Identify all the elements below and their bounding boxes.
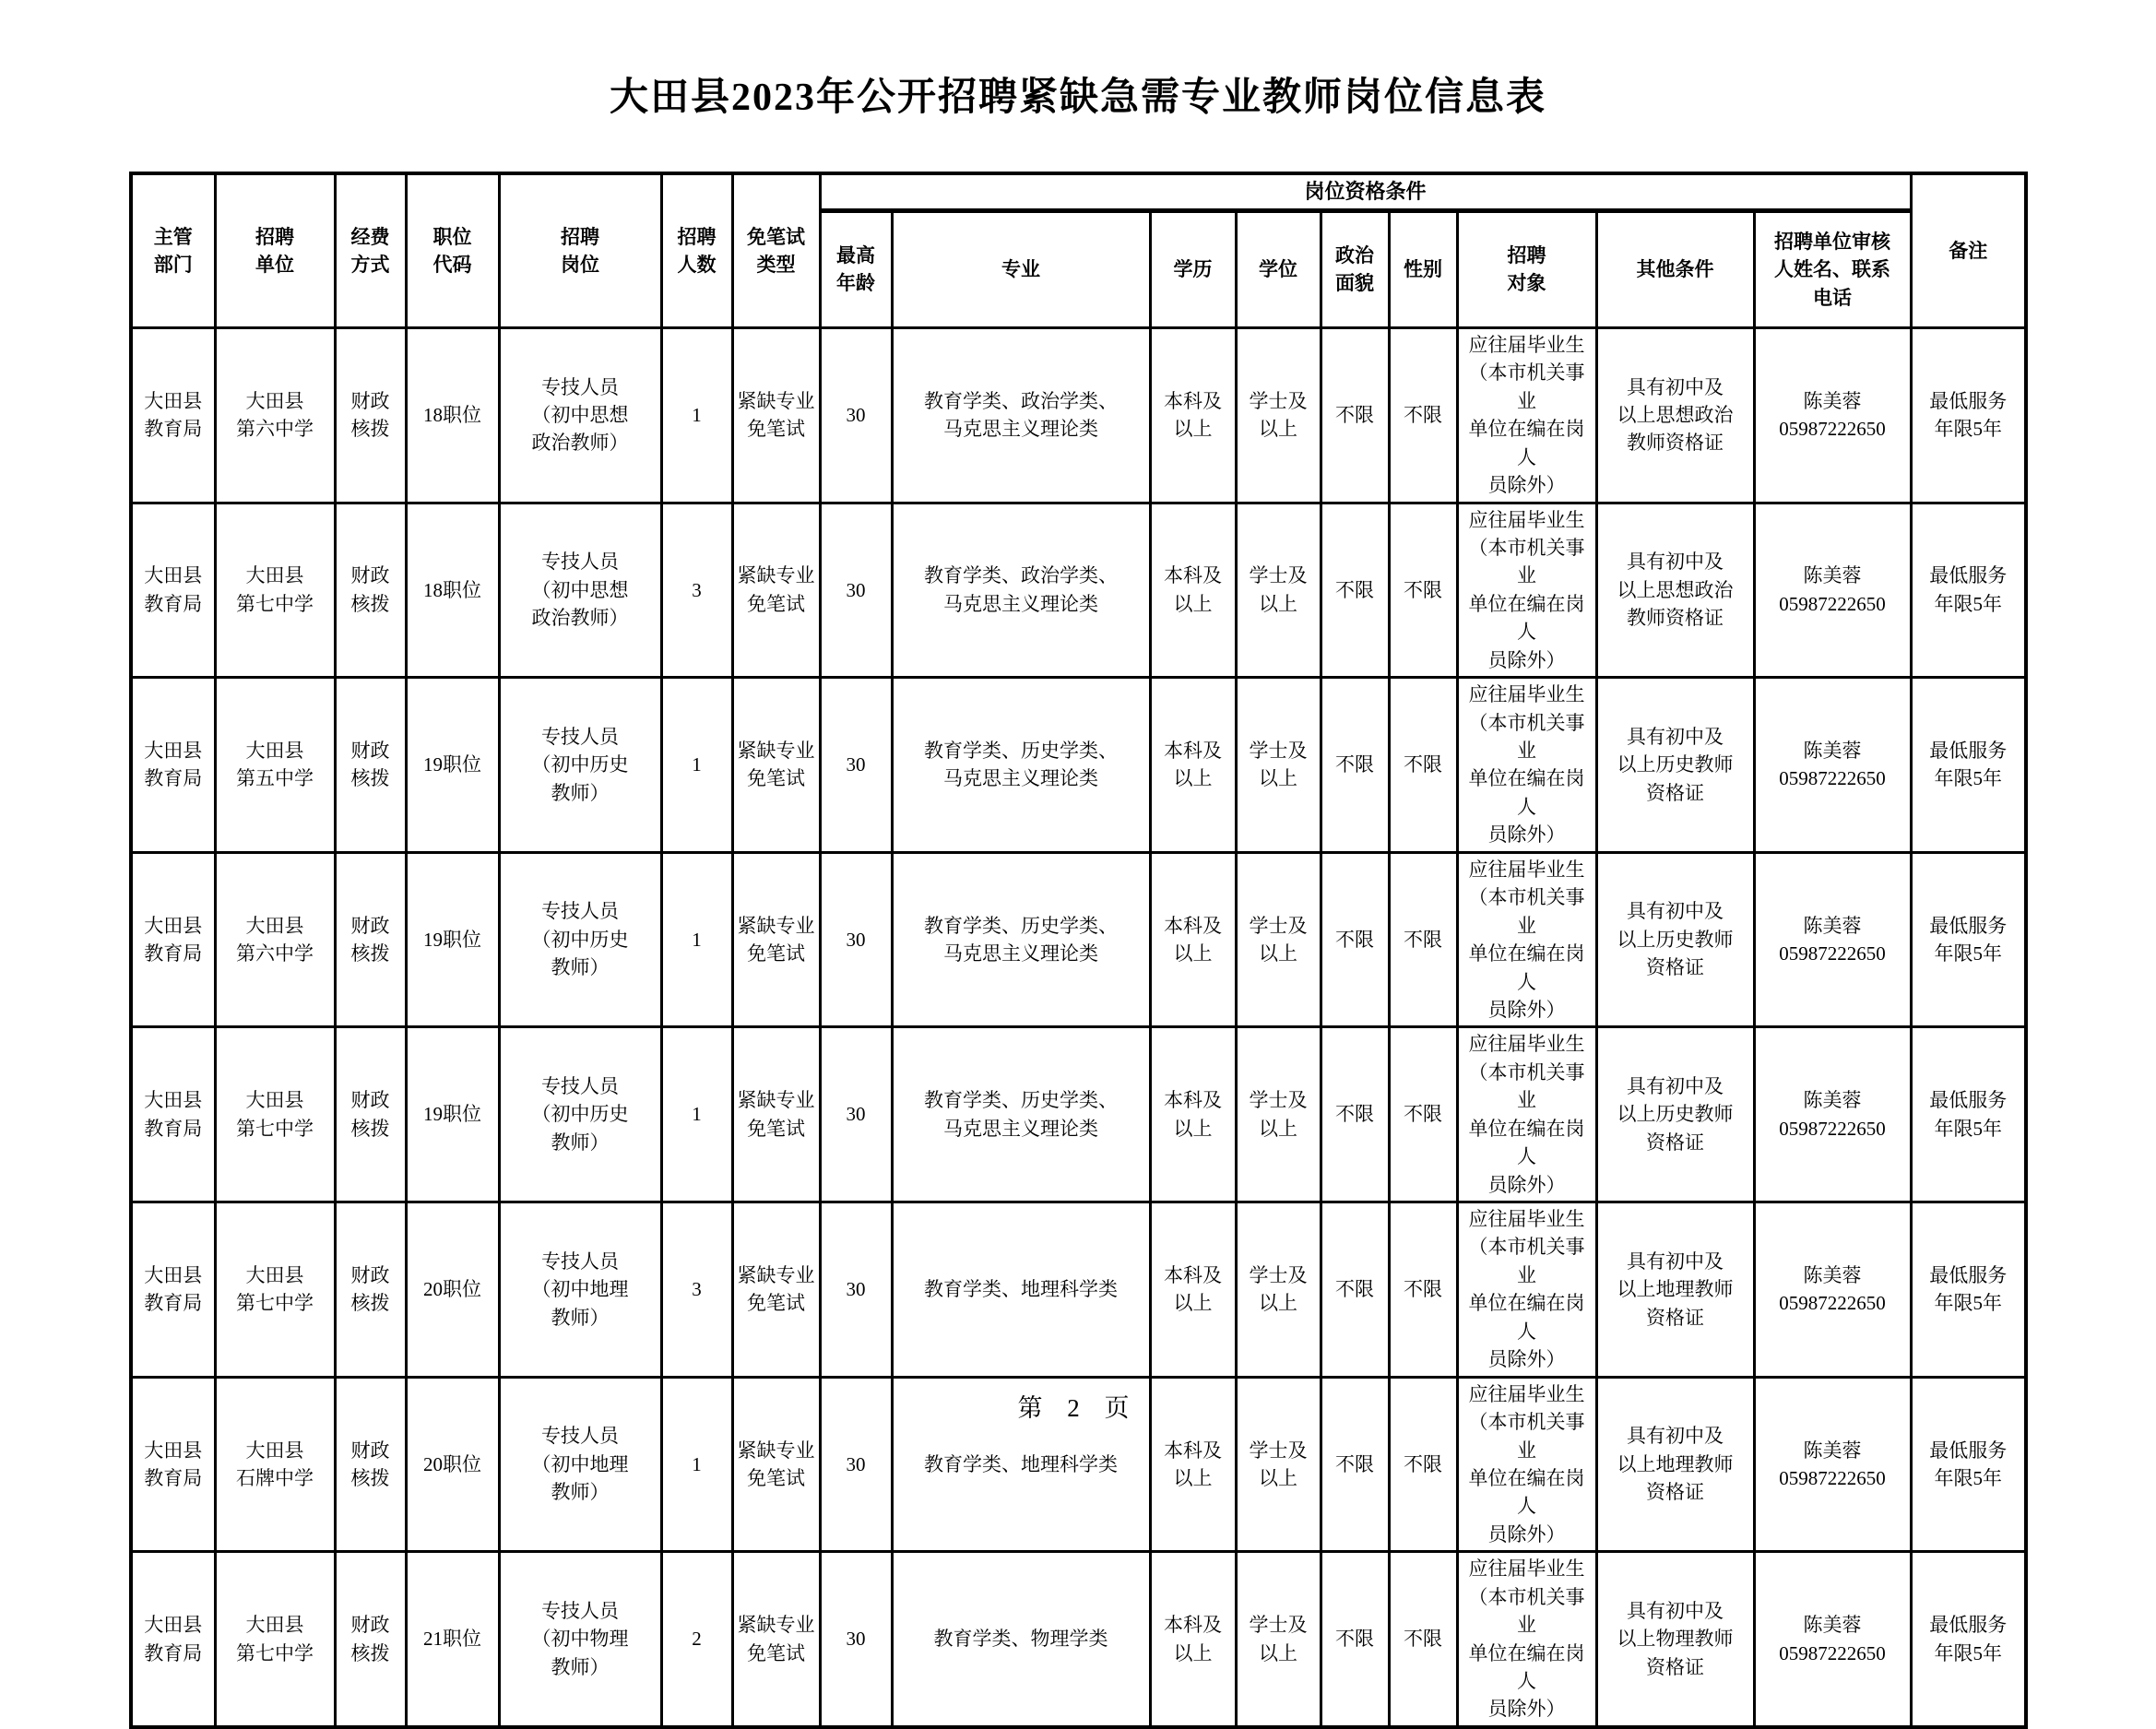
- table-cell: 专技人员 （初中物理 教师）: [499, 1552, 661, 1727]
- table-cell: 大田县 教育局: [131, 1377, 215, 1552]
- table-cell: 3: [661, 1202, 732, 1378]
- table-cell: 大田县 第七中学: [215, 1552, 335, 1727]
- table-cell: 不限: [1389, 503, 1457, 678]
- table-cell: 陈美蓉 05987222650: [1754, 1377, 1911, 1552]
- table-cell: 紧缺专业 免笔试: [732, 1202, 820, 1378]
- table-cell: 陈美蓉 05987222650: [1754, 852, 1911, 1027]
- table-cell: 3: [661, 503, 732, 678]
- table-cell: 陈美蓉 05987222650: [1754, 1202, 1911, 1378]
- col-header-major: 专业: [892, 210, 1150, 327]
- col-header-qualification: 岗位资格条件: [820, 173, 1911, 210]
- table-cell: 大田县 第七中学: [215, 1027, 335, 1202]
- col-header-post: 招聘 岗位: [499, 173, 661, 327]
- table-cell: 19职位: [406, 852, 499, 1027]
- table-cell: 大田县 教育局: [131, 1552, 215, 1727]
- header-row-top: [131, 173, 2026, 210]
- table-cell: 不限: [1321, 852, 1389, 1027]
- table-cell: 紧缺专业 免笔试: [732, 852, 820, 1027]
- table-cell: 财政 核拨: [335, 1202, 406, 1378]
- table-cell: 具有初中及 以上思想政治 教师资格证: [1596, 503, 1754, 678]
- table-cell: 30: [820, 852, 892, 1027]
- table-cell: 2: [661, 1552, 732, 1727]
- table-cell: 具有初中及 以上物理教师 资格证: [1596, 1552, 1754, 1727]
- table-cell: 紧缺专业 免笔试: [732, 327, 820, 503]
- table-cell: 专技人员 （初中地理 教师）: [499, 1202, 661, 1378]
- table-cell: 1: [661, 1027, 732, 1202]
- col-header-degree: 学位: [1236, 210, 1321, 327]
- table-cell: 大田县 教育局: [131, 1027, 215, 1202]
- table-cell: 本科及 以上: [1150, 1552, 1236, 1727]
- table-cell: 最低服务 年限5年: [1911, 852, 2026, 1027]
- col-header-gender: 性别: [1389, 210, 1457, 327]
- table-cell: 应往届毕业生 （本市机关事业 单位在编在岗人 员除外）: [1457, 1027, 1596, 1202]
- table-cell: 学士及 以上: [1236, 678, 1321, 853]
- col-header-other: 其他条件: [1596, 210, 1754, 327]
- table-cell: 不限: [1389, 678, 1457, 853]
- table-cell: 应往届毕业生 （本市机关事业 单位在编在岗人 员除外）: [1457, 1202, 1596, 1378]
- table-cell: 本科及 以上: [1150, 503, 1236, 678]
- table-cell: 不限: [1321, 1377, 1389, 1552]
- table-cell: 教育学类、地理科学类: [892, 1377, 1150, 1552]
- table-cell: 30: [820, 1552, 892, 1727]
- page-number: 第 2 页: [1017, 1394, 1139, 1422]
- table-cell: 财政 核拨: [335, 1377, 406, 1552]
- document-title: 大田县2023年公开招聘紧缺急需专业教师岗位信息表: [609, 77, 1546, 119]
- table-cell: 1: [661, 1377, 732, 1552]
- table-cell: 21职位: [406, 1552, 499, 1727]
- position-info-table: [129, 172, 2028, 1729]
- table-cell: 学士及 以上: [1236, 1027, 1321, 1202]
- table-cell: 18职位: [406, 327, 499, 503]
- table-cell: 最低服务 年限5年: [1911, 1377, 2026, 1552]
- table-cell: 30: [820, 503, 892, 678]
- table-cell: 1: [661, 852, 732, 1027]
- table-cell: 最低服务 年限5年: [1911, 1027, 2026, 1202]
- table-cell: 专技人员 （初中思想 政治教师）: [499, 503, 661, 678]
- table-cell: 应往届毕业生 （本市机关事业 单位在编在岗人 员除外）: [1457, 678, 1596, 853]
- col-header-exam-exempt: 免笔试 类型: [732, 173, 820, 327]
- table-cell: 具有初中及 以上思想政治 教师资格证: [1596, 327, 1754, 503]
- table-cell: 最低服务 年限5年: [1911, 678, 2026, 853]
- table-cell: 教育学类、历史学类、 马克思主义理论类: [892, 1027, 1150, 1202]
- table-cell: 本科及 以上: [1150, 327, 1236, 503]
- table-cell: 财政 核拨: [335, 503, 406, 678]
- table-cell: 应往届毕业生 （本市机关事业 单位在编在岗人 员除外）: [1457, 503, 1596, 678]
- table-cell: 18职位: [406, 503, 499, 678]
- table-cell: 不限: [1389, 327, 1457, 503]
- table-cell: 教育学类、历史学类、 马克思主义理论类: [892, 852, 1150, 1027]
- table-cell: 30: [820, 678, 892, 853]
- table-cell: 不限: [1389, 1202, 1457, 1378]
- table-cell: 19职位: [406, 678, 499, 853]
- table-cell: 教育学类、地理科学类: [892, 1202, 1150, 1378]
- table-cell: 应往届毕业生 （本市机关事业 单位在编在岗人 员除外）: [1457, 852, 1596, 1027]
- table-cell: 财政 核拨: [335, 327, 406, 503]
- table-cell: 具有初中及 以上历史教师 资格证: [1596, 1027, 1754, 1202]
- table-cell: 20职位: [406, 1202, 499, 1378]
- table-cell: 陈美蓉 05987222650: [1754, 678, 1911, 853]
- table-cell: 专技人员 （初中思想 政治教师）: [499, 327, 661, 503]
- table-cell: 不限: [1321, 503, 1389, 678]
- table-cell: 不限: [1321, 1552, 1389, 1727]
- table-cell: 应往届毕业生 （本市机关事业 单位在编在岗人 员除外）: [1457, 327, 1596, 503]
- table-cell: 大田县 第七中学: [215, 1202, 335, 1378]
- col-header-remark: 备注: [1911, 173, 2026, 327]
- table-cell: 财政 核拨: [335, 678, 406, 853]
- col-header-education: 学历: [1150, 210, 1236, 327]
- table-cell: 陈美蓉 05987222650: [1754, 1552, 1911, 1727]
- col-header-political: 政治 面貌: [1321, 210, 1389, 327]
- table-row: [131, 852, 2026, 1027]
- table-cell: 本科及 以上: [1150, 678, 1236, 853]
- table-cell: 教育学类、物理学类: [892, 1552, 1150, 1727]
- col-header-max-age: 最高 年龄: [820, 210, 892, 327]
- table-cell: 紧缺专业 免笔试: [732, 1552, 820, 1727]
- table-cell: 本科及 以上: [1150, 1202, 1236, 1378]
- table-cell: 大田县 教育局: [131, 678, 215, 853]
- table-cell: 大田县 教育局: [131, 1202, 215, 1378]
- table-cell: 紧缺专业 免笔试: [732, 678, 820, 853]
- table-cell: 专技人员 （初中历史 教师）: [499, 1027, 661, 1202]
- col-header-code: 职位 代码: [406, 173, 499, 327]
- table-cell: 具有初中及 以上地理教师 资格证: [1596, 1377, 1754, 1552]
- table-row: [131, 1552, 2026, 1727]
- table-cell: 学士及 以上: [1236, 503, 1321, 678]
- table-cell: 不限: [1389, 1027, 1457, 1202]
- table-cell: 紧缺专业 免笔试: [732, 1377, 820, 1552]
- table-cell: 大田县 教育局: [131, 503, 215, 678]
- table-cell: 教育学类、政治学类、 马克思主义理论类: [892, 327, 1150, 503]
- table-cell: 不限: [1321, 1027, 1389, 1202]
- table-cell: 最低服务 年限5年: [1911, 1202, 2026, 1378]
- table-cell: 具有初中及 以上地理教师 资格证: [1596, 1202, 1754, 1378]
- table-cell: 紧缺专业 免笔试: [732, 1027, 820, 1202]
- table-cell: 紧缺专业 免笔试: [732, 503, 820, 678]
- table-cell: 陈美蓉 05987222650: [1754, 503, 1911, 678]
- table-cell: 大田县 第七中学: [215, 503, 335, 678]
- table-row: [131, 678, 2026, 853]
- table-cell: 财政 核拨: [335, 852, 406, 1027]
- table-cell: 本科及 以上: [1150, 852, 1236, 1027]
- table-cell: 陈美蓉 05987222650: [1754, 1027, 1911, 1202]
- table-cell: 不限: [1389, 852, 1457, 1027]
- table-cell: 陈美蓉 05987222650: [1754, 327, 1911, 503]
- table-cell: 大田县 第六中学: [215, 327, 335, 503]
- table-cell: 30: [820, 1202, 892, 1378]
- col-header-dept: 主管 部门: [131, 173, 215, 327]
- table-cell: 大田县 第六中学: [215, 852, 335, 1027]
- table-cell: 应往届毕业生 （本市机关事业 单位在编在岗人 员除外）: [1457, 1377, 1596, 1552]
- table-cell: 1: [661, 327, 732, 503]
- table-cell: 具有初中及 以上历史教师 资格证: [1596, 852, 1754, 1027]
- table-cell: 不限: [1321, 1202, 1389, 1378]
- col-header-count: 招聘 人数: [661, 173, 732, 327]
- table-cell: 30: [820, 1377, 892, 1552]
- table-cell: 大田县 第五中学: [215, 678, 335, 853]
- table-cell: 本科及 以上: [1150, 1027, 1236, 1202]
- table-cell: 30: [820, 1027, 892, 1202]
- table-row: [131, 327, 2026, 503]
- table-cell: 不限: [1321, 327, 1389, 503]
- table-cell: 财政 核拨: [335, 1552, 406, 1727]
- table-cell: 1: [661, 678, 732, 853]
- table-cell: 20职位: [406, 1377, 499, 1552]
- table-cell: 大田县 石牌中学: [215, 1377, 335, 1552]
- col-header-reviewer: 招聘单位审核 人姓名、联系 电话: [1754, 210, 1911, 327]
- table-cell: 30: [820, 327, 892, 503]
- table-cell: 不限: [1389, 1552, 1457, 1727]
- table-row: [131, 1202, 2026, 1378]
- table-cell: 学士及 以上: [1236, 1202, 1321, 1378]
- table-row: [131, 1027, 2026, 1202]
- table-cell: 专技人员 （初中历史 教师）: [499, 852, 661, 1027]
- table-cell: 应往届毕业生 （本市机关事业 单位在编在岗人 员除外）: [1457, 1552, 1596, 1727]
- table-cell: 教育学类、政治学类、 马克思主义理论类: [892, 503, 1150, 678]
- table-cell: 学士及 以上: [1236, 327, 1321, 503]
- col-header-unit: 招聘 单位: [215, 173, 335, 327]
- table-cell: 不限: [1321, 678, 1389, 853]
- table-cell: 专技人员 （初中地理 教师）: [499, 1377, 661, 1552]
- table-cell: 学士及 以上: [1236, 1377, 1321, 1552]
- table-cell: 最低服务 年限5年: [1911, 1552, 2026, 1727]
- table-cell: 学士及 以上: [1236, 852, 1321, 1027]
- table-cell: 专技人员 （初中历史 教师）: [499, 678, 661, 853]
- table-cell: 最低服务 年限5年: [1911, 327, 2026, 503]
- table-cell: 具有初中及 以上历史教师 资格证: [1596, 678, 1754, 853]
- table-cell: 财政 核拨: [335, 1027, 406, 1202]
- table-cell: 不限: [1389, 1377, 1457, 1552]
- table-cell: 大田县 教育局: [131, 327, 215, 503]
- table-cell: 教育学类、历史学类、 马克思主义理论类: [892, 678, 1150, 853]
- table-cell: 大田县 教育局: [131, 852, 215, 1027]
- table-row: [131, 503, 2026, 678]
- table-cell: 最低服务 年限5年: [1911, 503, 2026, 678]
- col-header-funding: 经费 方式: [335, 173, 406, 327]
- table-cell: 19职位: [406, 1027, 499, 1202]
- table-cell: 本科及 以上: [1150, 1377, 1236, 1552]
- col-header-target: 招聘 对象: [1457, 210, 1596, 327]
- table-cell: 学士及 以上: [1236, 1552, 1321, 1727]
